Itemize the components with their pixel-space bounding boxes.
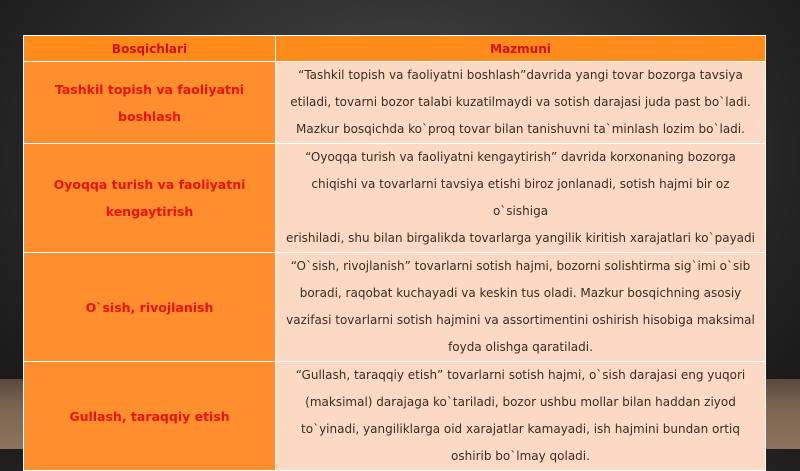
stage-cell: Oyoqqa turish va faoliyatni kengaytirish xyxy=(24,144,276,253)
description-line: vazifasi tovarlarni sotish hajmini va assortimentini oshirish hisobiga maksimal xyxy=(286,313,755,327)
description-line: boradi, raqobat kuchayadi va keskin tus oladi. Mazkur bosqichning asosiy xyxy=(299,286,742,300)
description-line: foyda olishga qaratiladi. xyxy=(448,340,593,354)
table-header-row xyxy=(24,36,766,62)
table-row xyxy=(24,144,766,253)
description-line: “O`sish, rivojlanish” tovarlarni sotish hajmi, bozorni solishtirma sig`imi o`sib xyxy=(290,259,751,273)
description-line: “Oyoqqa turish va faoliyatni kengaytirish” davrida korxonaning bozorga xyxy=(305,150,736,164)
description-line: (maksimal) darajaga ko`tariladi, bozor ushbu mollar bilan haddan ziyod xyxy=(305,395,736,409)
description-cell xyxy=(276,362,766,471)
table-row xyxy=(24,362,766,471)
stage-cell: Gullash, taraqqiy etish xyxy=(24,362,276,471)
description-line: oshirib bo`lmay qoladi. xyxy=(451,449,590,463)
description-line: chiqishi va tovarlarni tavsiya etishi biroz jonlanadi, sotish hajmi bir oz o`sishiga xyxy=(311,177,730,218)
description-line: erishiladi, shu bilan birgalikda tovarlarga yangilik kiritish xarajatlari ko`payadi xyxy=(286,231,755,245)
table-row xyxy=(24,253,766,362)
description-cell xyxy=(276,144,766,253)
stage-cell: Tashkil topish va faoliyatni boshlash xyxy=(24,62,276,144)
description-cell xyxy=(276,62,766,144)
table-row xyxy=(24,62,766,144)
description-line: “Tashkil topish va faoliyatni boshlash”davrida yangi tovar bozorga tavsiya xyxy=(298,68,743,82)
description-line: etiladi, tovarni bozor talabi kuzatilmaydi va sotish darajasi juda past bo`ladi. xyxy=(290,95,751,109)
header-stages: Bosqichlari xyxy=(24,36,276,62)
description-line: to`yinadi, yangiliklarga oid xarajatlar kamayadi, ish hajmini bundan ortiq xyxy=(301,422,740,436)
description-cell xyxy=(276,253,766,362)
description-line: “Gullash, taraqqiy etish” tovarlarni sotish hajmi, o`sish darajasi eng yuqori xyxy=(295,368,746,382)
stages-table xyxy=(23,35,766,471)
description-line: Mazkur bosqichda ko`proq tovar bilan tanishuvni ta`minlash lozim bo`ladi. xyxy=(296,122,745,136)
header-content: Mazmuni xyxy=(276,36,766,62)
stage-cell: O`sish, rivojlanish xyxy=(24,253,276,362)
